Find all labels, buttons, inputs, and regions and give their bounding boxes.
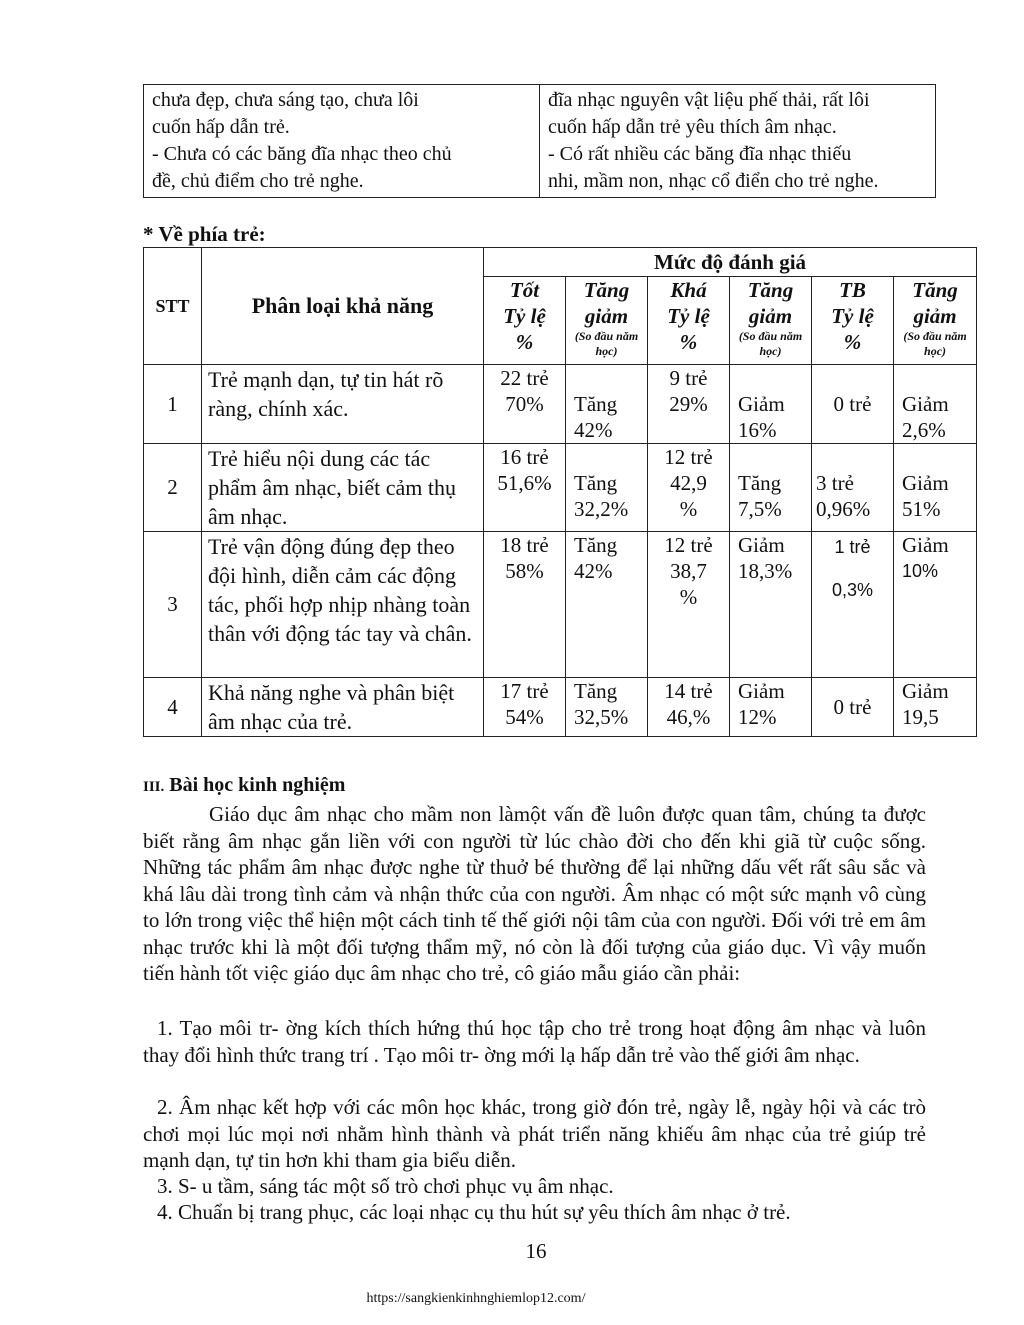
row-kha-change: [730, 444, 812, 532]
value-line: %: [679, 497, 698, 521]
text-line: - Chưa có các băng đĩa nhạc theo chủ: [152, 143, 452, 165]
value-line: 51,6%: [497, 471, 552, 495]
value-line: 2,6%: [902, 418, 946, 442]
row-tb: [812, 678, 894, 737]
value-line: 19,5: [902, 705, 939, 729]
row-category: Khả năng nghe và phân biệt âm nhạc của trẻ.: [202, 678, 484, 737]
right-cell: [540, 85, 936, 198]
row-tb-change: [894, 365, 977, 444]
row-kha-change: [730, 532, 812, 678]
row-tb-change: [894, 532, 977, 678]
value-line: 42,9: [670, 471, 707, 495]
value-line: Tăng: [574, 679, 618, 703]
row-kha: [648, 444, 730, 532]
value-line: 0 trẻ: [833, 392, 872, 416]
value-line: 29%: [669, 392, 708, 416]
row-category: Trẻ hiểu nội dung các tác phẩm âm nhạc, biết cảm thụ âm nhạc.: [202, 444, 484, 532]
evaluation-table: [143, 247, 977, 737]
row-tb: [812, 532, 894, 678]
value-line: Giảm: [738, 392, 785, 416]
value-line: Tăng: [574, 533, 618, 557]
row-tot: [484, 365, 566, 444]
row-category: Trẻ mạnh dạn, tự tin hát rõ ràng, chính xác.: [202, 365, 484, 444]
row-stt: 1: [144, 365, 202, 444]
row-stt: 4: [144, 678, 202, 737]
intro-paragraph: Giáo dục âm nhạc cho mầm non làmột vấn đề luôn được quan tâm, chúng ta được biết rằng âm nhạc gắn liền với con người từ lúc chào đời cho đến khi giã từ cuộc sống. Những tác phẩm âm nhạc được nghe từ thuở bé thường để lại những dấu vết rất sâu sắc và khá lâu dài trong tình cảm và nhận thức của con người. Âm nhạc có một sức mạnh vô cùng to lớn trong việc thể hiện một cách tinh tế thế giới nội tâm của con người. Đối với trẻ em âm nhạc trước khi là một đối tượng thẩm mỹ, nó còn là đối tượng của giáo dục. Vì vậy muốn tiến hành tốt việc giáo dục âm nhạc cho trẻ, cô giáo mẫu giáo cần phải:: [143, 802, 926, 985]
text-line: - Có rất nhiều các băng đĩa nhạc thiếu: [548, 143, 852, 165]
section-title: Bài học kinh nghiệm: [169, 774, 346, 796]
text-line: chưa đẹp, chưa sáng tạo, chưa lôi: [152, 89, 419, 111]
value-line: Giảm: [738, 679, 785, 703]
subheader-line: Khá: [670, 278, 707, 302]
header-level: Mức độ đánh giá: [484, 248, 977, 277]
subheader-line: giảm: [584, 304, 629, 328]
value-line: 51%: [902, 497, 941, 521]
subheader-tot-change: [566, 277, 648, 365]
value-line: 7,5%: [738, 497, 782, 521]
value-line: 14 trẻ: [664, 679, 713, 703]
section-heading-lessons: [143, 774, 345, 797]
value-line: 18 trẻ: [500, 533, 549, 557]
row-kha: [648, 678, 730, 737]
left-cell: [144, 85, 540, 198]
subheader-line: Tăng: [912, 278, 958, 302]
text-line: cuốn hấp dẫn trẻ yêu thích âm nhạc.: [548, 116, 837, 138]
value-line: 16%: [738, 418, 777, 442]
row-tot-change: [566, 678, 648, 737]
value-line: 12 trẻ: [664, 445, 713, 469]
header-stt: STT: [144, 248, 202, 365]
row-tb-change: [894, 444, 977, 532]
footer-url: https://sangkienkinhnghiemlop12.com/: [366, 1291, 586, 1306]
subheader-line: Tỷ lệ: [503, 304, 546, 328]
subheader-line: Tỷ lệ: [667, 304, 710, 328]
header-category: Phân loại khả năng: [202, 248, 484, 365]
section-heading-children: * Về phía trẻ:: [143, 222, 266, 246]
list-item: 3. S- u tầm, sáng tác một số trò chơi phục vụ âm nhạc.: [157, 1174, 614, 1198]
subheader-line: giảm: [748, 304, 793, 328]
subheader-note: (So đầu năm học): [574, 329, 639, 358]
list-item: 4. Chuẩn bị trang phục, các loại nhạc cụ thu hút sự yêu thích âm nhạc ở trẻ.: [157, 1200, 791, 1224]
row-tb: [812, 444, 894, 532]
row-tot: [484, 532, 566, 678]
row-kha: [648, 365, 730, 444]
value-line: 0,3%: [831, 580, 874, 600]
subheader-line: Tăng: [747, 278, 794, 302]
value-line: 22 trẻ: [500, 366, 549, 390]
table-row: [144, 444, 977, 532]
value-line: 32,5%: [574, 705, 629, 729]
row-tb-change: [894, 678, 977, 737]
value-line: 1 trẻ: [834, 537, 871, 557]
value-line: %: [679, 585, 698, 609]
subheader-line: Tăng: [583, 278, 630, 302]
text-line: đề, chủ điểm cho trẻ nghe.: [152, 170, 364, 192]
value-line: Giảm: [738, 533, 785, 557]
subheader-line: %: [679, 330, 698, 354]
value-line: Tăng: [738, 471, 782, 495]
value-line: Giảm: [902, 392, 949, 416]
row-tot: [484, 444, 566, 532]
subheader-line: Tỷ lệ: [831, 304, 874, 328]
value-line: Giảm: [902, 471, 949, 495]
subheader-tb: [812, 277, 894, 365]
value-line: 42%: [574, 418, 613, 442]
value-line: Giảm: [902, 533, 949, 557]
text-line: cuốn hấp dẫn trẻ.: [152, 116, 290, 138]
value-line: 46,%: [666, 705, 711, 729]
page-number: 16: [525, 1239, 547, 1263]
value-line: 12 trẻ: [664, 533, 713, 557]
row-stt: 2: [144, 444, 202, 532]
value-line: Giảm: [902, 679, 949, 703]
value-line: Tăng: [574, 392, 618, 416]
row-tb: [812, 365, 894, 444]
subheader-line: giảm: [913, 304, 957, 328]
value-line: 17 trẻ: [500, 679, 549, 703]
value-line: 42%: [574, 559, 613, 583]
value-line: 58%: [505, 559, 544, 583]
row-tot-change: [566, 444, 648, 532]
subheader-kha-change: [730, 277, 812, 365]
table-row: [144, 365, 977, 444]
subheader-note: (So đầu năm học): [738, 329, 803, 358]
subheader-tb-change: [894, 277, 977, 365]
subheader-note: (So đầu năm học): [903, 329, 967, 358]
value-line: 12%: [738, 705, 777, 729]
value-line: 18,3%: [738, 559, 793, 583]
text-line: đĩa nhạc nguyên vật liệu phế thải, rất lôi: [548, 89, 870, 111]
value-line: 70%: [505, 392, 544, 416]
row-tot-change: [566, 365, 648, 444]
row-stt: 3: [144, 532, 202, 678]
value-line: 0 trẻ: [833, 695, 872, 719]
section-number: III.: [143, 779, 165, 795]
subheader-tot: [484, 277, 566, 365]
table-row: [144, 532, 977, 678]
subheader-line: %: [843, 330, 862, 354]
row-kha-change: [730, 678, 812, 737]
text-line: nhi, mầm non, nhạc cổ điển cho trẻ nghe.: [548, 170, 879, 192]
table-row: [144, 85, 936, 198]
comparison-table-continued: [143, 84, 936, 198]
row-tot-change: [566, 532, 648, 678]
value-line: 16 trẻ: [500, 445, 549, 469]
value-line: 54%: [505, 705, 544, 729]
subheader-line: Tốt: [509, 278, 540, 302]
subheader-line: TB: [839, 278, 866, 302]
value-line: 9 trẻ: [669, 366, 708, 390]
value-line: 38,7: [670, 559, 707, 583]
row-kha: [648, 532, 730, 678]
subheader-line: %: [515, 330, 534, 354]
row-tot: [484, 678, 566, 737]
row-kha-change: [730, 365, 812, 444]
value-line: 0,96%: [816, 497, 871, 521]
subheader-kha: [648, 277, 730, 365]
row-category: Trẻ vận động đúng đẹp theo đội hình, diễn cảm các động tác, phối hợp nhịp nhàng toàn thân với động tác tay và chân.: [202, 532, 484, 678]
value-line: 32,2%: [574, 497, 629, 521]
value-line: 10%: [902, 561, 939, 581]
list-item: 2. Âm nhạc kết hợp với các môn học khác, trong giờ đón trẻ, ngày lễ, ngày hội và các trò chơi mọi lúc mọi nơi nhằm hình thành và phát triển năng khiếu âm nhạc của trẻ giúp trẻ mạnh dạn, tự tin hơn khi tham gia biểu diễn.: [143, 1095, 926, 1172]
value-line: Tăng: [574, 471, 618, 495]
value-line: 3 trẻ: [816, 471, 854, 495]
list-item: 1. Tạo môi tr- ờng kích thích hứng thú học tập cho trẻ trong hoạt động âm nhạc và luôn thay đổi hình thức trang trí . Tạo môi tr- ờng mới lạ hấp dẫn trẻ vào thế giới âm nhạc.: [143, 1016, 926, 1067]
header-row: [144, 248, 977, 277]
table-row: [144, 678, 977, 737]
